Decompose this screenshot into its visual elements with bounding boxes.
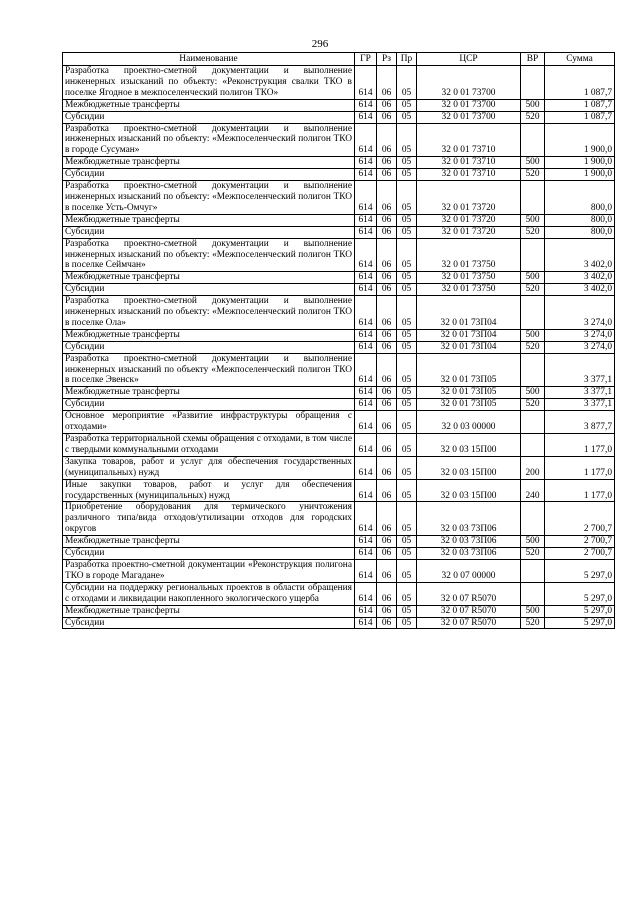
cell-pr: 05 [397, 548, 417, 560]
cell-rz: 06 [377, 411, 397, 434]
cell-csr: 32 0 01 73700 [417, 66, 521, 100]
cell-pr: 05 [397, 111, 417, 123]
cell-name: Субсидии [63, 226, 355, 238]
cell-sum: 800,0 [545, 214, 615, 226]
cell-rz: 06 [377, 582, 397, 605]
cell-name: Межбюджетные трансферты [63, 157, 355, 169]
cell-name: Субсидии [63, 399, 355, 411]
cell-name: Разработка проектно-сметной документации и выполнение инженерных изысканий по объекту: «Межпоселенческий полигон ТКО в поселке Сеймчан» [63, 238, 355, 272]
cell-vr: 520 [521, 226, 545, 238]
cell-pr: 05 [397, 559, 417, 582]
cell-sum: 1 087,7 [545, 66, 615, 100]
cell-rz: 06 [377, 284, 397, 296]
cell-rz: 06 [377, 479, 397, 502]
cell-sum: 1 087,7 [545, 111, 615, 123]
cell-sum: 1 087,7 [545, 99, 615, 111]
cell-pr: 05 [397, 411, 417, 434]
cell-vr: 500 [521, 214, 545, 226]
cell-gr: 614 [355, 111, 377, 123]
header-pr: Пр [397, 53, 417, 66]
cell-vr [521, 434, 545, 457]
cell-rz: 06 [377, 536, 397, 548]
cell-name: Субсидии [63, 111, 355, 123]
table-row [63, 582, 615, 605]
cell-pr: 05 [397, 536, 417, 548]
cell-csr: 32 0 07 R5070 [417, 582, 521, 605]
cell-name: Разработка проектно-сметной документации «Реконструкция полигона ТКО в городе Магадане» [63, 559, 355, 582]
table-row [63, 284, 615, 296]
cell-pr: 05 [397, 434, 417, 457]
cell-gr: 614 [355, 238, 377, 272]
cell-csr: 32 0 03 15П00 [417, 479, 521, 502]
cell-csr: 32 0 01 73П04 [417, 329, 521, 341]
cell-name: Субсидии [63, 617, 355, 629]
cell-rz: 06 [377, 214, 397, 226]
cell-gr: 614 [355, 66, 377, 100]
cell-rz: 06 [377, 169, 397, 181]
cell-sum: 2 700,7 [545, 548, 615, 560]
cell-csr: 32 0 03 00000 [417, 411, 521, 434]
cell-sum: 1 900,0 [545, 123, 615, 157]
cell-sum: 1 900,0 [545, 157, 615, 169]
table-row [63, 296, 615, 330]
cell-name: Межбюджетные трансферты [63, 214, 355, 226]
header-sum: Сумма [545, 53, 615, 66]
cell-name: Разработка проектно-сметной документации и выполнение инженерных изысканий по объекту «Межпоселенческий полигон ТКО в поселке Эвенск» [63, 353, 355, 387]
cell-pr: 05 [397, 353, 417, 387]
header-name: Наименование [63, 53, 355, 66]
cell-gr: 614 [355, 181, 377, 215]
cell-csr: 32 0 01 73710 [417, 169, 521, 181]
cell-pr: 05 [397, 66, 417, 100]
cell-sum: 3 877,7 [545, 411, 615, 434]
cell-pr: 05 [397, 399, 417, 411]
cell-gr: 614 [355, 169, 377, 181]
cell-pr: 05 [397, 181, 417, 215]
cell-csr: 32 0 03 73П06 [417, 536, 521, 548]
cell-vr: 500 [521, 272, 545, 284]
cell-rz: 06 [377, 456, 397, 479]
cell-csr: 32 0 01 73П05 [417, 399, 521, 411]
cell-pr: 05 [397, 582, 417, 605]
cell-csr: 32 0 01 73750 [417, 238, 521, 272]
cell-csr: 32 0 01 73700 [417, 99, 521, 111]
cell-gr: 614 [355, 296, 377, 330]
table-row [63, 214, 615, 226]
cell-name: Межбюджетные трансферты [63, 536, 355, 548]
cell-pr: 05 [397, 214, 417, 226]
cell-vr: 520 [521, 341, 545, 353]
cell-rz: 06 [377, 272, 397, 284]
cell-name: Разработка проектно-сметной документации и выполнение инженерных изысканий по объекту: «Реконструкция свалки ТКО в поселке Ягодное в межпоселенческий полигон ТКО» [63, 66, 355, 100]
cell-csr: 32 0 01 73П04 [417, 296, 521, 330]
cell-pr: 05 [397, 296, 417, 330]
cell-gr: 614 [355, 502, 377, 536]
cell-vr: 240 [521, 479, 545, 502]
cell-gr: 614 [355, 411, 377, 434]
cell-vr [521, 238, 545, 272]
cell-csr: 32 0 01 73710 [417, 123, 521, 157]
cell-name: Субсидии [63, 169, 355, 181]
cell-vr: 520 [521, 548, 545, 560]
cell-rz: 06 [377, 548, 397, 560]
cell-pr: 05 [397, 169, 417, 181]
cell-pr: 05 [397, 284, 417, 296]
cell-csr: 32 0 01 73750 [417, 284, 521, 296]
cell-gr: 614 [355, 272, 377, 284]
cell-gr: 614 [355, 123, 377, 157]
table-row [63, 169, 615, 181]
cell-csr: 32 0 03 15П00 [417, 434, 521, 457]
cell-pr: 05 [397, 617, 417, 629]
table-row [63, 272, 615, 284]
cell-sum: 5 297,0 [545, 559, 615, 582]
cell-csr: 32 0 01 73720 [417, 181, 521, 215]
cell-rz: 06 [377, 329, 397, 341]
cell-csr: 32 0 01 73700 [417, 111, 521, 123]
table-row [63, 479, 615, 502]
cell-sum: 1 177,0 [545, 434, 615, 457]
table-row [63, 181, 615, 215]
cell-gr: 614 [355, 214, 377, 226]
cell-rz: 06 [377, 99, 397, 111]
cell-vr: 500 [521, 387, 545, 399]
budget-table [62, 52, 615, 629]
cell-pr: 05 [397, 157, 417, 169]
table-row [63, 456, 615, 479]
table-row [63, 387, 615, 399]
cell-csr: 32 0 01 73720 [417, 214, 521, 226]
cell-name: Разработка проектно-сметной документации и выполнение инженерных изысканий по объекту: «Межпоселенческий полигон ТКО в поселке Усть-Омчуг» [63, 181, 355, 215]
cell-sum: 3 274,0 [545, 341, 615, 353]
cell-vr: 500 [521, 329, 545, 341]
cell-gr: 614 [355, 157, 377, 169]
cell-rz: 06 [377, 617, 397, 629]
cell-gr: 614 [355, 341, 377, 353]
cell-rz: 06 [377, 399, 397, 411]
cell-sum: 2 700,7 [545, 502, 615, 536]
cell-pr: 05 [397, 272, 417, 284]
cell-vr: 520 [521, 284, 545, 296]
table-row [63, 605, 615, 617]
cell-csr: 32 0 07 00000 [417, 559, 521, 582]
cell-sum: 2 700,7 [545, 536, 615, 548]
cell-sum: 3 402,0 [545, 284, 615, 296]
cell-name: Межбюджетные трансферты [63, 272, 355, 284]
cell-gr: 614 [355, 399, 377, 411]
header-gr: ГР [355, 53, 377, 66]
cell-vr: 500 [521, 99, 545, 111]
cell-csr: 32 0 01 73П04 [417, 341, 521, 353]
cell-name: Межбюджетные трансферты [63, 605, 355, 617]
cell-gr: 614 [355, 387, 377, 399]
page-number: 296 [311, 38, 329, 50]
cell-rz: 06 [377, 605, 397, 617]
cell-gr: 614 [355, 434, 377, 457]
cell-gr: 614 [355, 605, 377, 617]
cell-rz: 06 [377, 353, 397, 387]
cell-gr: 614 [355, 329, 377, 341]
cell-csr: 32 0 01 73П05 [417, 387, 521, 399]
cell-sum: 3 274,0 [545, 329, 615, 341]
cell-name: Субсидии [63, 548, 355, 560]
header-csr: ЦСР [417, 53, 521, 66]
cell-pr: 05 [397, 502, 417, 536]
cell-csr: 32 0 07 R5070 [417, 605, 521, 617]
cell-name: Разработка проектно-сметной документации и выполнение инженерных изысканий по объекту: «Межпоселенческий полигон ТКО в городе Сусуман» [63, 123, 355, 157]
cell-vr: 520 [521, 399, 545, 411]
cell-vr [521, 411, 545, 434]
cell-vr: 520 [521, 169, 545, 181]
cell-rz: 06 [377, 157, 397, 169]
cell-name: Иные закупки товаров, работ и услуг для обеспечения государственных (муниципальных) нужд [63, 479, 355, 502]
cell-sum: 800,0 [545, 181, 615, 215]
cell-gr: 614 [355, 617, 377, 629]
table-row [63, 99, 615, 111]
cell-pr: 05 [397, 123, 417, 157]
cell-csr: 32 0 01 73710 [417, 157, 521, 169]
table-row [63, 559, 615, 582]
cell-pr: 05 [397, 387, 417, 399]
cell-gr: 614 [355, 479, 377, 502]
header-vr: ВР [521, 53, 545, 66]
table-header-row [63, 53, 615, 66]
cell-name: Разработка проектно-сметной документации и выполнение инженерных изысканий по объекту: «Межпоселенческий полигон ТКО в поселке Ола» [63, 296, 355, 330]
cell-vr: 500 [521, 536, 545, 548]
cell-csr: 32 0 03 73П06 [417, 502, 521, 536]
table-row [63, 502, 615, 536]
cell-rz: 06 [377, 502, 397, 536]
table-row [63, 434, 615, 457]
table-row [63, 111, 615, 123]
cell-name: Межбюджетные трансферты [63, 387, 355, 399]
cell-vr [521, 502, 545, 536]
cell-gr: 614 [355, 456, 377, 479]
cell-vr: 500 [521, 157, 545, 169]
table-row [63, 66, 615, 100]
cell-name: Основное мероприятие «Развитие инфраструктуры обращения с отходами» [63, 411, 355, 434]
cell-sum: 5 297,0 [545, 617, 615, 629]
cell-vr [521, 353, 545, 387]
cell-vr: 520 [521, 617, 545, 629]
cell-name: Субсидии [63, 284, 355, 296]
cell-sum: 1 177,0 [545, 456, 615, 479]
cell-vr [521, 582, 545, 605]
table-body [63, 66, 615, 629]
cell-gr: 614 [355, 536, 377, 548]
table-row [63, 536, 615, 548]
cell-sum: 3 274,0 [545, 296, 615, 330]
cell-gr: 614 [355, 353, 377, 387]
table-row [63, 157, 615, 169]
cell-csr: 32 0 03 73П06 [417, 548, 521, 560]
cell-name: Межбюджетные трансферты [63, 99, 355, 111]
cell-sum: 5 297,0 [545, 582, 615, 605]
cell-pr: 05 [397, 341, 417, 353]
cell-name: Субсидии на поддержку региональных проектов в области обращения с отходами и ликвидации накопленного экологического ущерба [63, 582, 355, 605]
cell-vr [521, 559, 545, 582]
cell-rz: 06 [377, 434, 397, 457]
cell-rz: 06 [377, 111, 397, 123]
cell-csr: 32 0 01 73П05 [417, 353, 521, 387]
cell-vr: 520 [521, 111, 545, 123]
cell-pr: 05 [397, 479, 417, 502]
table-row [63, 123, 615, 157]
cell-gr: 614 [355, 559, 377, 582]
cell-rz: 06 [377, 296, 397, 330]
cell-name: Закупка товаров, работ и услуг для обеспечения государственных (муниципальных) нужд [63, 456, 355, 479]
table-row [63, 226, 615, 238]
cell-sum: 5 297,0 [545, 605, 615, 617]
cell-csr: 32 0 03 15П00 [417, 456, 521, 479]
cell-rz: 06 [377, 341, 397, 353]
cell-name: Приобретение оборудования для термического уничтожения различного типа/вида отходов/утилизации отходов для городских округов [63, 502, 355, 536]
cell-csr: 32 0 01 73720 [417, 226, 521, 238]
cell-rz: 06 [377, 226, 397, 238]
cell-pr: 05 [397, 99, 417, 111]
cell-gr: 614 [355, 226, 377, 238]
table-row [63, 238, 615, 272]
cell-vr [521, 296, 545, 330]
cell-gr: 614 [355, 284, 377, 296]
cell-pr: 05 [397, 238, 417, 272]
table-row [63, 353, 615, 387]
cell-sum: 1 900,0 [545, 169, 615, 181]
cell-rz: 06 [377, 559, 397, 582]
table-row [63, 411, 615, 434]
cell-name: Субсидии [63, 341, 355, 353]
cell-vr [521, 123, 545, 157]
cell-pr: 05 [397, 329, 417, 341]
cell-vr [521, 181, 545, 215]
cell-gr: 614 [355, 99, 377, 111]
cell-pr: 05 [397, 605, 417, 617]
table-row [63, 548, 615, 560]
cell-sum: 3 377,1 [545, 399, 615, 411]
cell-gr: 614 [355, 582, 377, 605]
table-row [63, 399, 615, 411]
header-rz: Рз [377, 53, 397, 66]
cell-gr: 614 [355, 548, 377, 560]
cell-name: Разработка территориальной схемы обращения с отходами, в том числе с твердыми коммунальными отходами [63, 434, 355, 457]
cell-sum: 3 377,1 [545, 387, 615, 399]
cell-csr: 32 0 01 73750 [417, 272, 521, 284]
cell-rz: 06 [377, 238, 397, 272]
cell-pr: 05 [397, 226, 417, 238]
table-row [63, 617, 615, 629]
cell-sum: 3 402,0 [545, 238, 615, 272]
table-row [63, 329, 615, 341]
table-row [63, 341, 615, 353]
cell-rz: 06 [377, 387, 397, 399]
cell-rz: 06 [377, 181, 397, 215]
cell-sum: 1 177,0 [545, 479, 615, 502]
cell-vr: 200 [521, 456, 545, 479]
cell-csr: 32 0 07 R5070 [417, 617, 521, 629]
cell-vr [521, 66, 545, 100]
cell-sum: 3 377,1 [545, 353, 615, 387]
cell-rz: 06 [377, 66, 397, 100]
cell-vr: 500 [521, 605, 545, 617]
cell-name: Межбюджетные трансферты [63, 329, 355, 341]
cell-rz: 06 [377, 123, 397, 157]
cell-sum: 800,0 [545, 226, 615, 238]
cell-sum: 3 402,0 [545, 272, 615, 284]
cell-pr: 05 [397, 456, 417, 479]
